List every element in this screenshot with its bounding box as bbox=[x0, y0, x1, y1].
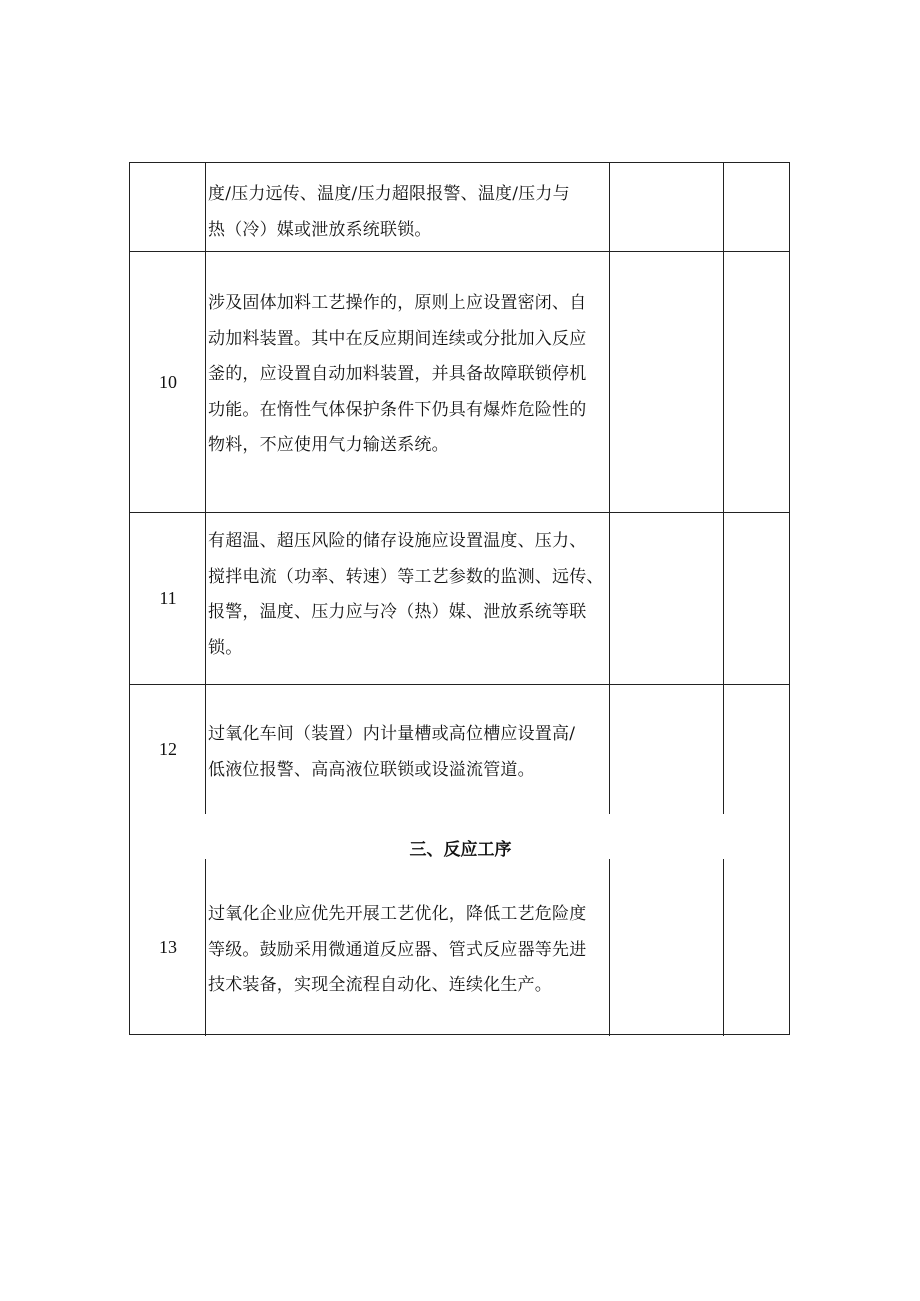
column-divider bbox=[723, 163, 724, 1036]
row-divider bbox=[130, 512, 789, 513]
row-content: 涉及固体加料工艺操作的，原则上应设置密闭、自 动加料装置。其中在反应期间连续或分批加入反应 釜的，应设置自动加料装置，并具备故障联锁停机 功能。在惰性气体保护条件下仍具有爆炸危险性的 物料，不应使用气力输送系统。 bbox=[208, 293, 587, 455]
row-number: 12 bbox=[159, 739, 177, 759]
row-content: 度/压力远传、温度/压力超限报警、温度/压力与 热（冷）媒或泄放系统联锁。 bbox=[208, 184, 570, 240]
section-heading: 三、反应工序 bbox=[409, 840, 512, 860]
row-divider bbox=[130, 684, 789, 685]
row-number: 10 bbox=[159, 372, 177, 392]
row-divider bbox=[130, 251, 789, 252]
row-content: 过氧化车间（装置）内计量槽或高位槽应设置高/ 低液位报警、高高液位联锁或设溢流管道。 bbox=[208, 724, 576, 780]
row-number: 11 bbox=[159, 588, 177, 608]
row-content: 过氧化企业应优先开展工艺优化，降低工艺危险度 等级。鼓励采用微通道反应器、管式反应器等先进 技术装备，实现全流程自动化、连续化生产。 bbox=[208, 904, 587, 995]
row-number: 13 bbox=[159, 937, 177, 957]
checklist-table bbox=[129, 162, 790, 1035]
row-content: 有超温、超压风险的储存设施应设置温度、压力、 搅拌电流（功率、转速）等工艺参数的监测、远传、 报警，温度、压力应与冷（热）媒、泄放系统等联 锁。 bbox=[208, 531, 604, 658]
